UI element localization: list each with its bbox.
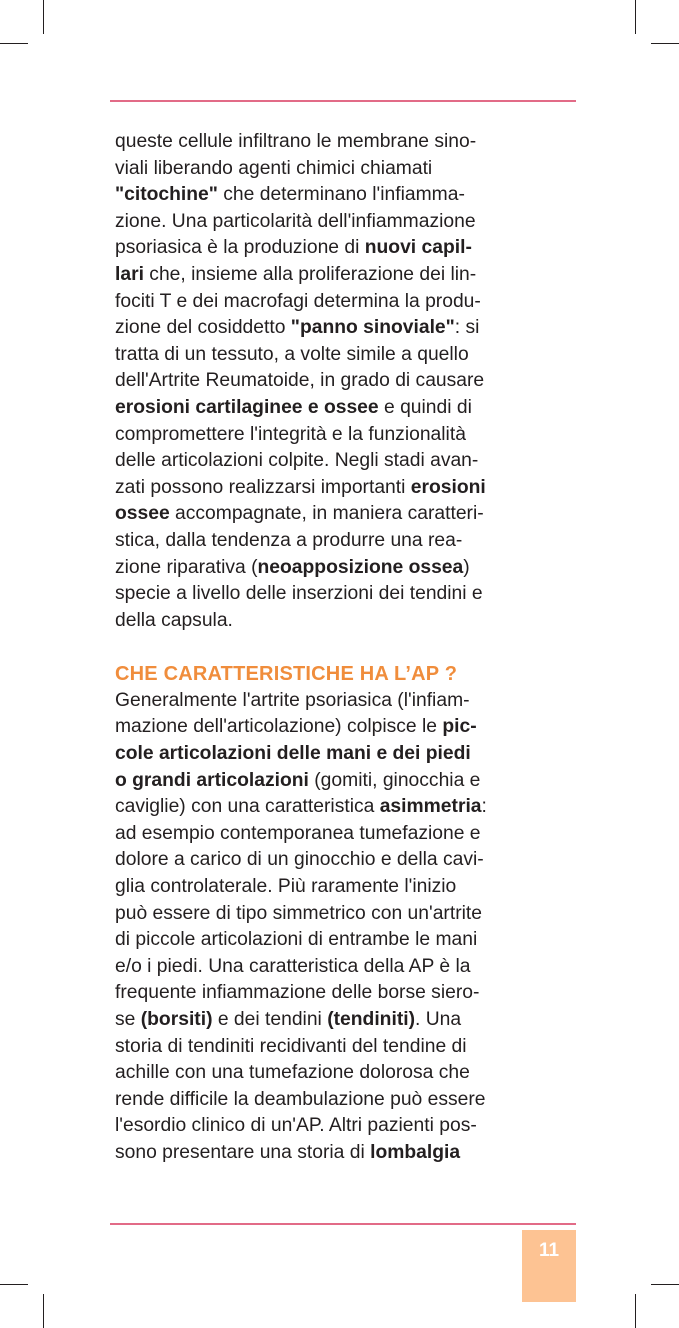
text-line	[115, 821, 563, 848]
bold-text: nuovi capil-	[364, 237, 472, 259]
text-line	[115, 182, 563, 209]
text-line	[115, 342, 563, 369]
text-run: zione. Una particolarità dell'infiammazione	[115, 210, 476, 232]
text-run: caviglie) con una caratteristica	[115, 796, 380, 818]
bold-text: "citochine"	[115, 184, 218, 206]
text-run: :	[481, 796, 487, 818]
text-line	[115, 927, 563, 954]
bold-text: lombalgia	[370, 1141, 461, 1163]
text-line	[115, 528, 563, 555]
text-run: e/o i piedi. Una caratteristica della AP è la	[115, 955, 471, 977]
text-run: dolore a carico di un ginocchio e della cavi-	[115, 849, 484, 871]
bold-text: lari	[115, 263, 144, 285]
text-run: zione riparativa (	[115, 556, 258, 578]
text-line	[115, 1007, 563, 1034]
text-run: e quindi di	[378, 396, 472, 418]
text-run: stica, dalla tendenza a produrre una rea-	[115, 529, 463, 551]
crop-mark	[635, 0, 636, 34]
text-run: compromettere l'integrità e la funzionalità	[115, 423, 466, 445]
crop-mark	[651, 43, 679, 44]
text-line	[115, 156, 563, 183]
page-body	[115, 129, 563, 1167]
bold-text: erosioni	[410, 476, 486, 498]
section-heading: CHE CARATTERISTICHE HA L’AP ?	[115, 663, 458, 686]
text-run: che, insieme alla proliferazione dei lin-	[143, 263, 477, 285]
crop-mark	[635, 1294, 636, 1328]
text-line	[115, 1087, 563, 1114]
bottom-rule	[110, 1223, 576, 1225]
text-run: della capsula.	[115, 609, 233, 631]
crop-mark	[0, 1284, 28, 1285]
text-line	[115, 475, 563, 502]
text-line	[115, 1060, 563, 1087]
text-run: se	[115, 1009, 141, 1030]
text-line	[115, 954, 563, 981]
text-line	[115, 209, 563, 236]
text-run: zati possono realizzarsi importanti	[115, 476, 411, 498]
text-line	[115, 901, 563, 928]
text-run: di piccole articolazioni di entrambe le mani	[115, 929, 478, 951]
top-rule	[110, 100, 576, 102]
text-run: storia di tendiniti recidivanti del tendine di	[115, 1035, 467, 1057]
text-line	[115, 235, 563, 262]
bold-text: neoapposizione ossea	[257, 556, 464, 578]
text-line	[115, 1140, 563, 1167]
text-line	[115, 847, 563, 874]
text-run: può essere di tipo simmetrico con un'artrite	[115, 902, 482, 924]
text-run: : si	[454, 317, 480, 339]
paragraph-gap	[115, 634, 563, 661]
text-run: zione del cosiddetto	[115, 317, 291, 339]
text-run: achille con una tumefazione dolorosa che	[115, 1062, 470, 1084]
text-line	[115, 368, 563, 395]
text-run: )	[463, 556, 470, 578]
bold-text: asimmetria	[379, 796, 482, 818]
text-run: sono presentare una storia di	[115, 1141, 371, 1163]
text-run: ad esempio contemporanea tumefazione e	[115, 822, 481, 844]
bold-text: erosioni cartilaginee e ossee	[115, 396, 379, 418]
text-line	[115, 794, 563, 821]
text-run: specie a livello delle inserzioni dei tendini e	[115, 583, 483, 605]
text-run: tratta di un tessuto, a volte simile a quello	[115, 343, 469, 365]
text-line	[115, 555, 563, 582]
crop-mark	[0, 43, 28, 44]
bold-text: o grandi articolazioni	[115, 769, 309, 791]
text-run: Generalmente l'artrite psoriasica (l'infiam-	[115, 689, 470, 711]
text-run: accompagnate, in maniera caratteri-	[169, 503, 484, 525]
text-line	[115, 768, 563, 795]
text-line	[115, 874, 563, 901]
crop-mark	[43, 1294, 44, 1328]
text-run: frequente infiammazione delle borse siero-	[115, 982, 480, 1004]
text-run: fociti T e dei macrofagi determina la produ-	[115, 290, 481, 312]
text-run: psoriasica è la produzione di	[115, 237, 365, 259]
bold-text: (tendiniti)	[327, 1009, 416, 1030]
bold-text: cole articolazioni delle mani e dei piedi	[115, 743, 471, 765]
text-line	[115, 129, 563, 156]
text-run: delle articolazioni colpite. Negli stadi avan-	[115, 450, 479, 472]
text-run: (gomiti, ginocchia e	[308, 769, 481, 791]
text-line	[115, 741, 563, 768]
paragraph	[115, 688, 563, 1167]
crop-mark	[43, 0, 44, 34]
text-line	[115, 501, 563, 528]
text-line	[115, 980, 563, 1007]
text-line	[115, 714, 563, 741]
bold-text: "panno sinoviale"	[290, 317, 455, 339]
text-line	[115, 448, 563, 475]
paragraph	[115, 129, 563, 634]
text-run: mazione dell'articolazione) colpisce le	[115, 716, 443, 738]
text-run: viali liberando agenti chimici chiamati	[115, 157, 433, 179]
bold-text: ossee	[115, 503, 170, 525]
text-line	[115, 1113, 563, 1140]
text-run: l'esordio clinico di un'AP. Altri pazienti pos-	[115, 1115, 477, 1137]
text-run: e dei tendini	[212, 1009, 328, 1030]
crop-mark	[651, 1284, 679, 1285]
text-line	[115, 262, 563, 289]
text-run: queste cellule infiltrano le membrane sino-	[115, 131, 477, 152]
text-line	[115, 608, 563, 635]
text-run: dell'Artrite Reumatoide, in grado di causare	[115, 370, 485, 392]
text-line	[115, 289, 563, 316]
text-line	[115, 688, 563, 715]
text-run: glia controlaterale. Più raramente l'inizio	[115, 876, 457, 898]
page-number-tab	[522, 1230, 576, 1302]
text-line	[115, 395, 563, 422]
text-line	[115, 1034, 563, 1061]
text-run: che determinano l'infiamma-	[217, 184, 465, 206]
bold-text: pic-	[442, 716, 477, 738]
text-run: rende difficile la deambulazione può essere	[115, 1088, 486, 1110]
page-number: 11	[538, 1240, 560, 1261]
text-line	[115, 581, 563, 608]
text-line	[115, 422, 563, 449]
text-line	[115, 315, 563, 342]
text-run: . Una	[415, 1009, 462, 1030]
bold-text: (borsiti)	[140, 1009, 213, 1030]
